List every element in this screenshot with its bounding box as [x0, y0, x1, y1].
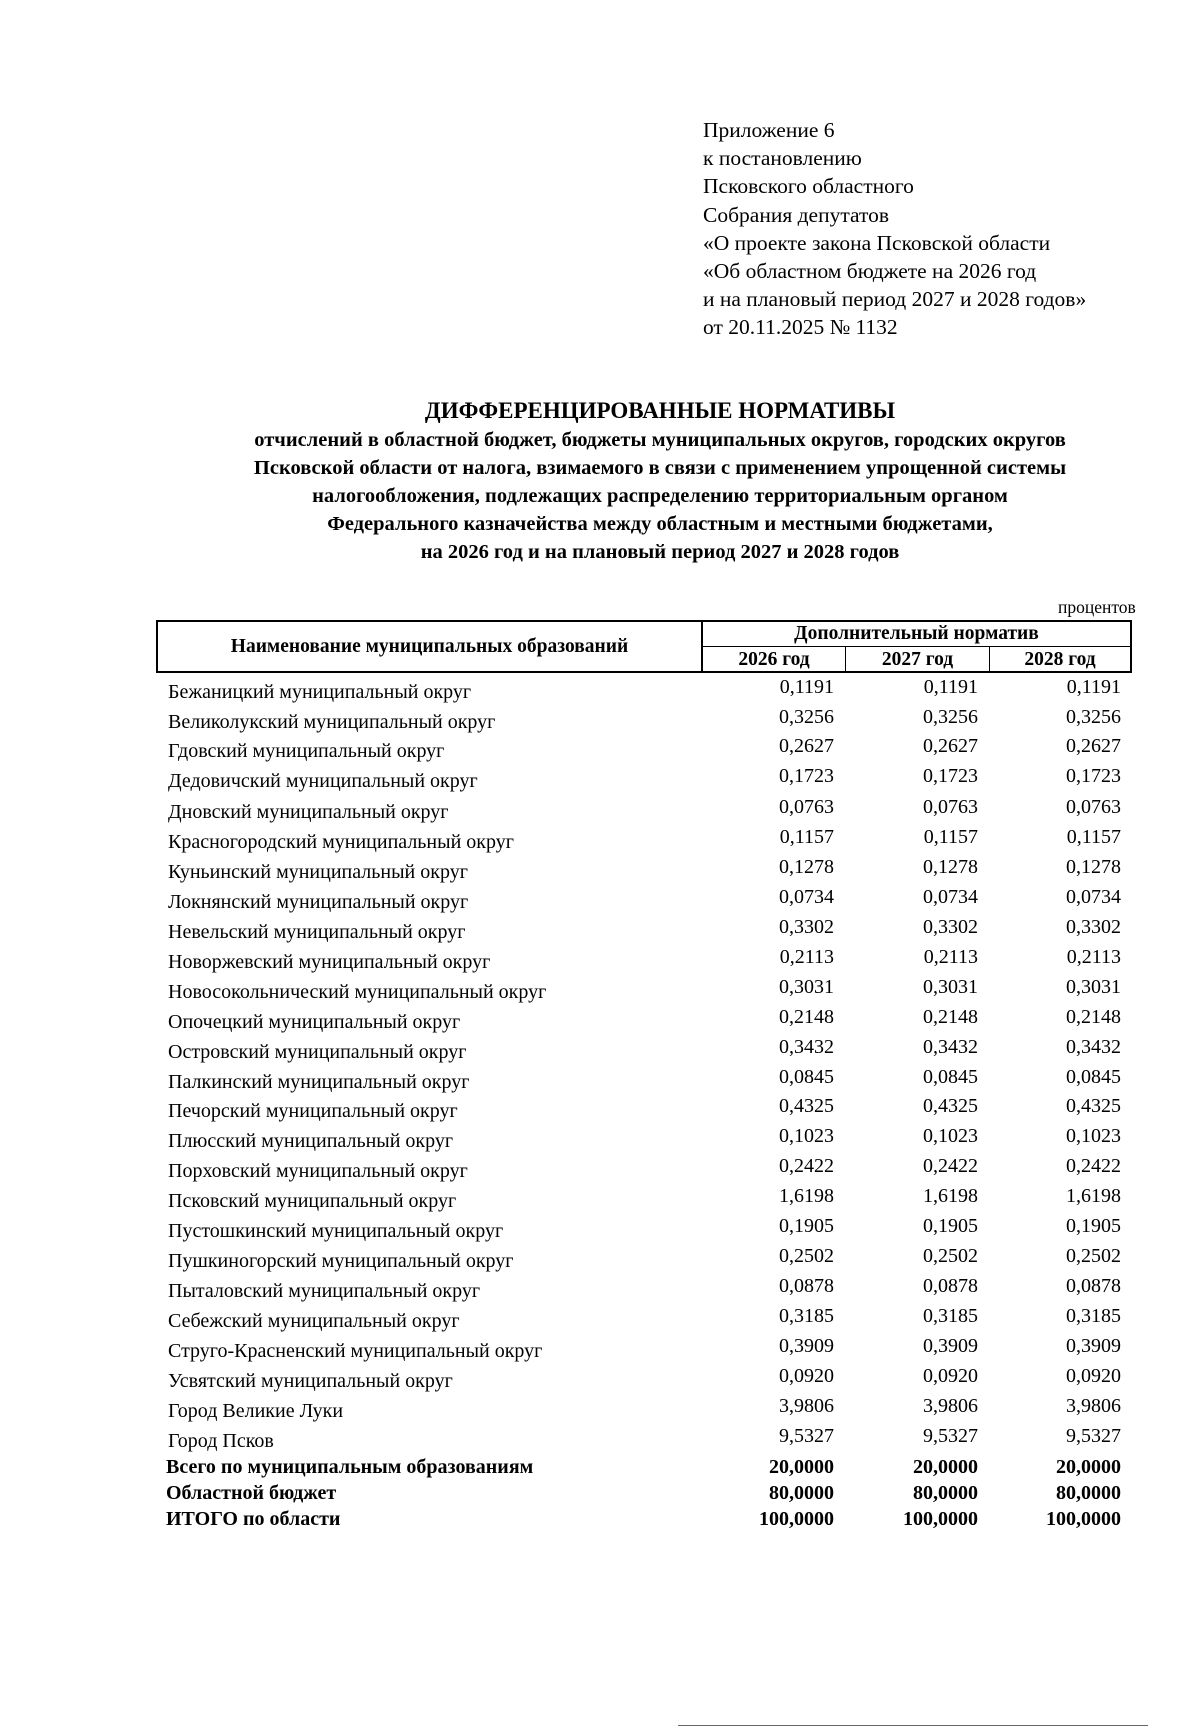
value-2026: 0,0763	[779, 796, 834, 818]
value-2027: 0,1023	[923, 1125, 978, 1147]
value-2026: 0,2422	[779, 1155, 834, 1177]
header-year-2027: 2027 год	[846, 647, 990, 671]
value-2028: 0,1191	[1066, 676, 1121, 698]
value-2027: 0,1905	[923, 1215, 978, 1237]
total-value-2027: 20,0000	[913, 1456, 978, 1478]
units-label: процентов	[1058, 597, 1136, 617]
total-value-2027: 80,0000	[913, 1482, 978, 1504]
value-2026: 0,3031	[779, 976, 834, 998]
value-2026: 0,3432	[779, 1036, 834, 1058]
value-2028: 1,6198	[1066, 1185, 1121, 1207]
appendix-line: к постановлению	[703, 146, 862, 171]
value-2027: 0,1278	[923, 856, 978, 878]
row-name: Красногородский муниципальный округ	[168, 831, 514, 853]
value-2026: 0,4325	[779, 1095, 834, 1117]
table-row	[0, 945, 1200, 973]
value-2026: 1,6198	[779, 1185, 834, 1207]
total-value-2026: 100,0000	[759, 1508, 834, 1530]
value-2027: 0,0845	[923, 1066, 978, 1088]
table-header	[156, 620, 1132, 673]
row-name: Невельский муниципальный округ	[168, 921, 466, 943]
row-name: Островский муниципальный округ	[168, 1041, 467, 1063]
row-name: Куньинский муниципальный округ	[168, 861, 468, 883]
row-name: Себежский муниципальный округ	[168, 1310, 460, 1332]
total-value-2028: 20,0000	[1056, 1456, 1121, 1478]
table-row	[0, 675, 1200, 703]
row-name: Плюсский муниципальный округ	[168, 1130, 454, 1152]
value-2028: 0,4325	[1066, 1095, 1121, 1117]
total-value-2026: 20,0000	[769, 1456, 834, 1478]
value-2028: 0,2627	[1066, 735, 1121, 757]
row-name: Город Великие Луки	[168, 1400, 344, 1422]
value-2027: 0,1191	[923, 676, 978, 698]
total-name: Областной бюджет	[166, 1482, 337, 1504]
header-year-2028: 2028 год	[1024, 649, 1096, 670]
value-2027: 0,2113	[923, 946, 978, 968]
value-2026: 0,1278	[779, 856, 834, 878]
table-row	[0, 1154, 1200, 1182]
value-2026: 9,5327	[779, 1425, 834, 1447]
value-2026: 0,3256	[779, 706, 834, 728]
value-2026: 0,0878	[779, 1275, 834, 1297]
table-row	[0, 1244, 1200, 1272]
row-name: Дедовичский муниципальный округ	[168, 770, 478, 792]
row-name: Город Псков	[168, 1430, 274, 1452]
table-row	[0, 975, 1200, 1003]
value-2028: 0,1278	[1066, 856, 1121, 878]
value-2027: 0,0878	[923, 1275, 978, 1297]
title-main: ДИФФЕРЕНЦИРОВАННЫЕ НОРМАТИВЫ	[424, 398, 896, 423]
total-row	[0, 1455, 1200, 1479]
value-2026: 0,2627	[779, 735, 834, 757]
table-row	[0, 764, 1200, 792]
value-2028: 0,0763	[1066, 796, 1121, 818]
table-row	[0, 855, 1200, 883]
value-2027: 0,2148	[923, 1006, 978, 1028]
value-2027: 0,2502	[923, 1245, 978, 1267]
table-row	[0, 825, 1200, 853]
table-row	[0, 1005, 1200, 1033]
value-2026: 0,3302	[779, 916, 834, 938]
row-name: Новосокольнический муниципальный округ	[168, 981, 547, 1003]
title-sub-line: Псковской области от налога, взимаемого в связи с применением упрощенной системы	[253, 457, 1067, 479]
value-2027: 0,0920	[923, 1365, 978, 1387]
value-2026: 0,1723	[779, 765, 834, 787]
row-name: Новоржевский муниципальный округ	[168, 951, 491, 973]
value-2028: 0,3256	[1066, 706, 1121, 728]
table-row	[0, 915, 1200, 943]
table-row	[0, 1065, 1200, 1093]
total-value-2026: 80,0000	[769, 1482, 834, 1504]
value-2027: 0,4325	[923, 1095, 978, 1117]
appendix-line: Псковского областного	[703, 174, 914, 199]
value-2028: 0,3302	[1066, 916, 1121, 938]
value-2027: 0,0734	[923, 886, 978, 908]
value-2027: 1,6198	[923, 1185, 978, 1207]
total-name: ИТОГО по области	[166, 1508, 341, 1530]
total-value-2028: 80,0000	[1056, 1482, 1121, 1504]
value-2026: 0,1023	[779, 1125, 834, 1147]
value-2027: 0,3256	[923, 706, 978, 728]
value-2027: 9,5327	[923, 1425, 978, 1447]
value-2028: 0,1905	[1066, 1215, 1121, 1237]
value-2026: 0,1157	[779, 826, 834, 848]
row-name: Пустошкинский муниципальный округ	[168, 1220, 504, 1242]
appendix-line: Приложение 6	[703, 118, 835, 142]
row-name: Дновский муниципальный округ	[168, 801, 449, 823]
table-row	[0, 705, 1200, 733]
table-row	[0, 1035, 1200, 1063]
table-row	[0, 1214, 1200, 1242]
table-row	[0, 1394, 1200, 1422]
value-2027: 0,3185	[923, 1305, 978, 1327]
value-2027: 0,1723	[923, 765, 978, 787]
row-name: Опочецкий муниципальный округ	[168, 1011, 461, 1033]
row-name: Палкинский муниципальный округ	[168, 1071, 470, 1093]
value-2028: 0,1023	[1066, 1125, 1121, 1147]
appendix-line: «Об областном бюджете на 2026 год	[703, 259, 1037, 284]
total-row	[0, 1481, 1200, 1505]
table-row	[0, 1334, 1200, 1362]
title-sub-line: на 2026 год и на плановый период 2027 и 2028 годов	[420, 541, 900, 563]
value-2026: 3,9806	[779, 1395, 834, 1417]
value-2028: 0,2148	[1066, 1006, 1121, 1028]
total-value-2027: 100,0000	[903, 1508, 978, 1530]
value-2027: 0,3031	[923, 976, 978, 998]
title-sub-line: отчислений в областной бюджет, бюджеты муниципальных округов, городских округов	[254, 429, 1066, 451]
value-2026: 0,2113	[779, 946, 834, 968]
value-2028: 0,2502	[1066, 1245, 1121, 1267]
row-name: Порховский муниципальный округ	[168, 1160, 468, 1182]
value-2028: 0,2113	[1066, 946, 1121, 968]
value-2026: 0,2502	[779, 1245, 834, 1267]
value-2028: 9,5327	[1066, 1425, 1121, 1447]
total-name: Всего по муниципальным образованиям	[166, 1456, 534, 1478]
footer-divider	[678, 1725, 1148, 1726]
value-2027: 0,2627	[923, 735, 978, 757]
value-2028: 0,3185	[1066, 1305, 1121, 1327]
value-2028: 3,9806	[1066, 1395, 1121, 1417]
appendix-line: от 20.11.2025 № 1132	[703, 315, 898, 340]
value-2028: 0,3031	[1066, 976, 1121, 998]
row-name: Псковский муниципальный округ	[168, 1190, 457, 1212]
value-2028: 0,1157	[1066, 826, 1121, 848]
value-2028: 0,0878	[1066, 1275, 1121, 1297]
table-row	[0, 1424, 1200, 1452]
table-row	[0, 734, 1200, 762]
row-name: Усвятский муниципальный округ	[168, 1370, 453, 1392]
value-2027: 0,3432	[923, 1036, 978, 1058]
table-row	[0, 1124, 1200, 1152]
value-2026: 0,1191	[779, 676, 834, 698]
table-row	[0, 1274, 1200, 1302]
header-name: Наименование муниципальных образований	[158, 622, 703, 671]
value-2028: 0,3909	[1066, 1335, 1121, 1357]
value-2027: 0,0763	[923, 796, 978, 818]
value-2027: 0,1157	[923, 826, 978, 848]
value-2028: 0,0845	[1066, 1066, 1121, 1088]
value-2027: 0,2422	[923, 1155, 978, 1177]
appendix-line: и на плановый период 2027 и 2028 годов»	[703, 287, 1087, 312]
table-row	[0, 1304, 1200, 1332]
value-2026: 0,1905	[779, 1215, 834, 1237]
row-name: Струго-Красненский муниципальный округ	[168, 1340, 543, 1362]
value-2028: 0,0734	[1066, 886, 1121, 908]
value-2027: 0,3909	[923, 1335, 978, 1357]
value-2026: 0,0920	[779, 1365, 834, 1387]
row-name: Пыталовский муниципальный округ	[168, 1280, 481, 1302]
header-year-2026: 2026 год	[703, 647, 846, 671]
title-sub-line: Федерального казначейства между областным и местными бюджетами,	[327, 513, 993, 535]
table-row	[0, 795, 1200, 823]
row-name: Локнянский муниципальный округ	[168, 891, 469, 913]
row-name: Великолукский муниципальный округ	[168, 711, 496, 733]
value-2026: 0,3909	[779, 1335, 834, 1357]
row-name: Пушкиногорский муниципальный округ	[168, 1250, 514, 1272]
table-row	[0, 885, 1200, 913]
value-2026: 0,3185	[779, 1305, 834, 1327]
row-name: Гдовский муниципальный округ	[168, 740, 445, 762]
value-2026: 0,2148	[779, 1006, 834, 1028]
value-2027: 0,3302	[923, 916, 978, 938]
row-name: Печорский муниципальный округ	[168, 1100, 458, 1122]
appendix-line: «О проекте закона Псковской области	[703, 230, 1051, 255]
title-sub-line: налогообложения, подлежащих распределению территориальным органом	[312, 485, 1008, 507]
value-2026: 0,0845	[779, 1066, 834, 1088]
value-2026: 0,0734	[779, 886, 834, 908]
document-title	[140, 396, 1180, 566]
table-row	[0, 1094, 1200, 1122]
value-2028: 0,3432	[1066, 1036, 1121, 1058]
appendix-block	[703, 116, 1086, 342]
row-name: Бежаницкий муниципальный округ	[168, 681, 472, 703]
appendix-line: Собрания депутатов	[703, 202, 889, 227]
value-2028: 0,2422	[1066, 1155, 1121, 1177]
value-2028: 0,1723	[1066, 765, 1121, 787]
total-value-2028: 100,0000	[1046, 1508, 1121, 1530]
value-2027: 3,9806	[923, 1395, 978, 1417]
header-group: Дополнительный норматив	[703, 622, 1130, 647]
value-2028: 0,0920	[1066, 1365, 1121, 1387]
table-row	[0, 1184, 1200, 1212]
total-row	[0, 1507, 1200, 1531]
table-row	[0, 1364, 1200, 1392]
